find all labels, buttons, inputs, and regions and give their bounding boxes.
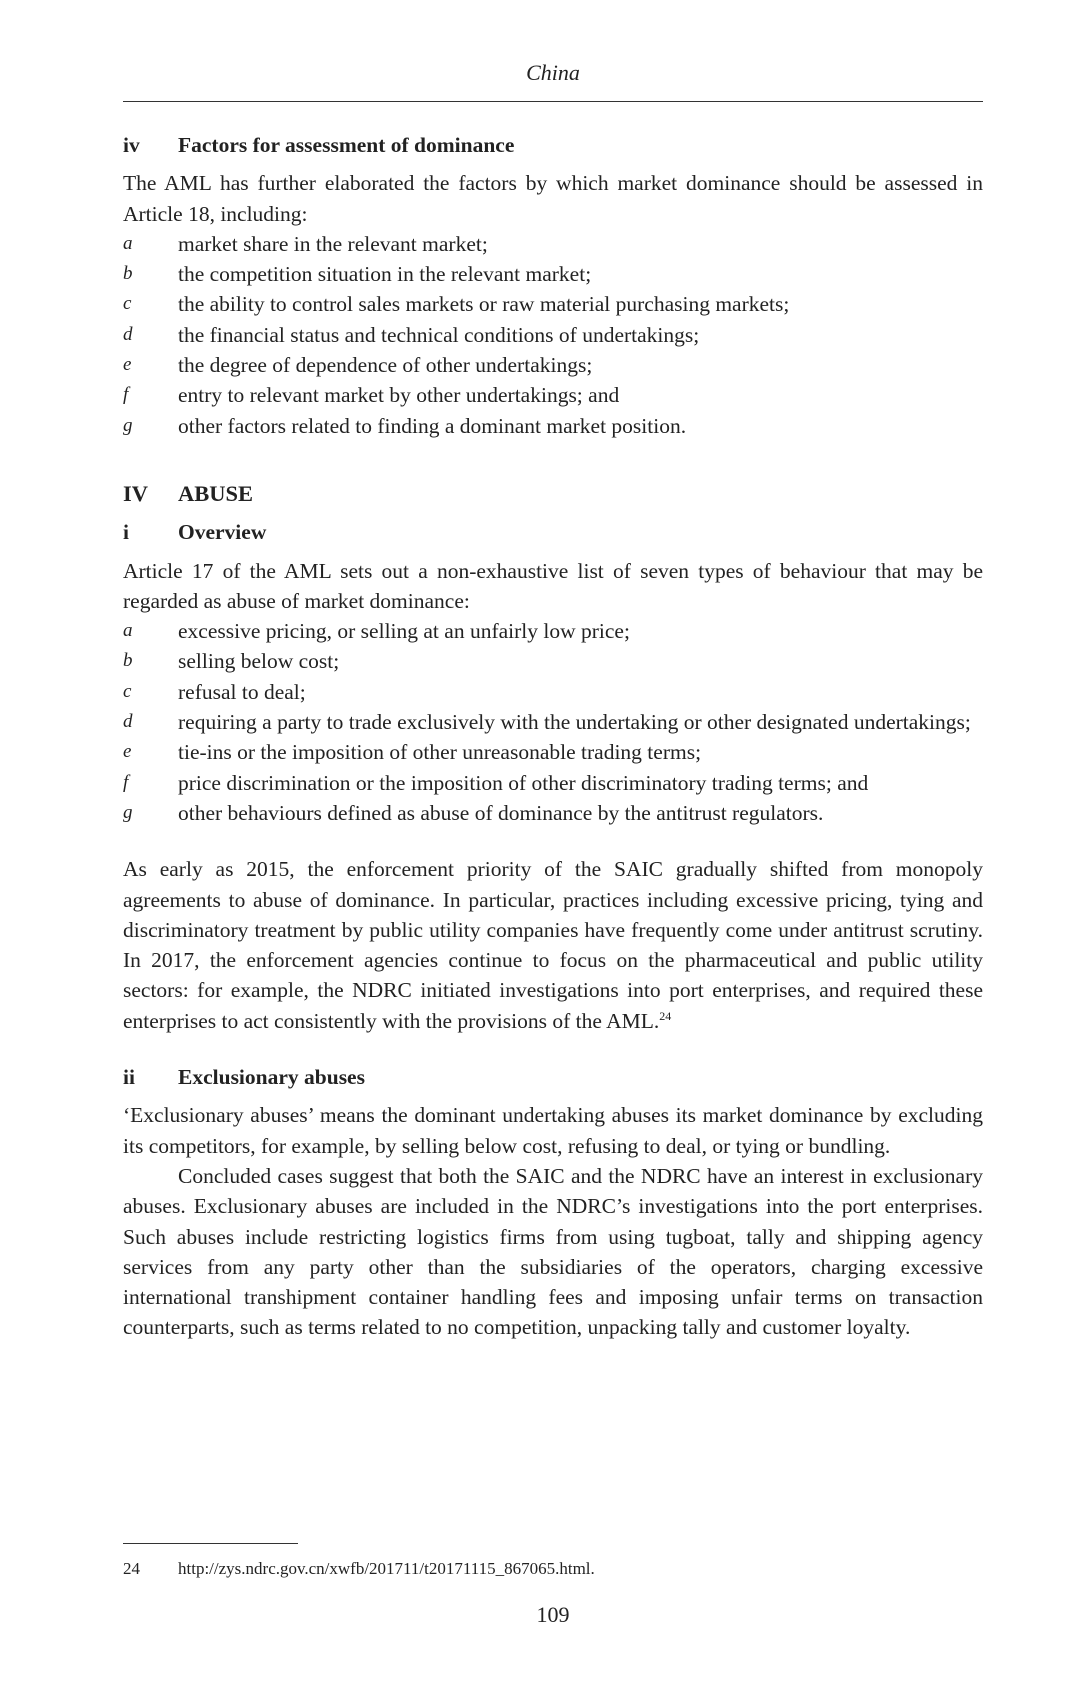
- section-number: IV: [123, 480, 149, 506]
- list-item: [123, 320, 983, 350]
- subsection-heading-exclusionary: [123, 1062, 983, 1092]
- exclusionary-definition-paragraph: ‘Exclusionary abuses’ means the dominant undertaking abuses its market dominance by excluding its competitors, for example, by selling below cost, refusing to deal, or tying or bundling.: [123, 1103, 983, 1158]
- paragraph-text: As early as 2015, the enforcement priority of the SAIC gradually shifted from monopoly agreements to abuse of dominance. In particular, practices including excessive pricing, tying and discriminatory treatment by public utility companies have frequently come under antitrust scrutiny. In 2017, the enforcement agencies continue to focus on the pharmaceutical and public utility sectors: for example, the NDRC initiated investigations into port enterprises, and required these enterprises to act consistently with the provisions of the AML.: [123, 857, 983, 1033]
- list-marker: c: [123, 293, 132, 315]
- list-marker: a: [123, 620, 133, 642]
- list-item: [123, 677, 983, 707]
- list-marker: f: [123, 771, 129, 793]
- list-item-text: the ability to control sales markets or raw material purchasing markets;: [178, 292, 790, 317]
- subsection-number: i: [123, 520, 129, 545]
- footnote: [123, 1557, 983, 1581]
- page-body: [123, 130, 983, 1343]
- list-item-text: other factors related to finding a dominant market position.: [178, 413, 687, 438]
- footnote-number: 24: [123, 1559, 140, 1578]
- enforcement-paragraph: [123, 854, 983, 1036]
- section-heading-abuse: [123, 479, 983, 509]
- subsection-heading-overview: [123, 517, 983, 547]
- list-marker: g: [123, 801, 133, 823]
- list-item: [123, 737, 983, 767]
- list-item-text: price discrimination or the imposition of other discriminatory trading terms; and: [178, 770, 869, 795]
- footnote-rule: [123, 1543, 298, 1544]
- subsection-title: Exclusionary abuses: [178, 1065, 365, 1090]
- list-marker: b: [123, 650, 133, 672]
- factors-list: [123, 229, 983, 441]
- list-item: [123, 411, 983, 441]
- abuse-types-list: [123, 616, 983, 828]
- list-marker: a: [123, 232, 133, 254]
- header-rule: [123, 101, 983, 102]
- list-marker: e: [123, 741, 132, 763]
- subsection-title: Factors for assessment of dominance: [178, 133, 515, 157]
- list-item-text: excessive pricing, or selling at an unfairly low price;: [178, 619, 630, 644]
- list-item-text: the degree of dependence of other undertakings;: [178, 353, 593, 378]
- footnote-reference[interactable]: 24: [659, 1008, 672, 1023]
- page-number: 109: [536, 1602, 570, 1627]
- document-page: [123, 0, 983, 1687]
- concluded-cases-paragraph: Concluded cases suggest that both the SAIC and the NDRC have an interest in exclusionary abuses. Exclusionary abuses are included in the NDRC’s investigations into the port enterprises. Such abuses include restricting logistics firms from using tugboat, tally and shipping agency services from any party other than the subsidiaries of the operators, charging excessive international transhipment container handling fees and imposing unfair terms on transaction counterparts, such as terms related to no competition, unpacking tally and customer loyalty.: [123, 1163, 983, 1340]
- list-item: [123, 289, 983, 319]
- list-item: [123, 646, 983, 676]
- running-head: China: [526, 60, 580, 85]
- list-marker: b: [123, 263, 133, 285]
- overview-intro-paragraph: Article 17 of the AML sets out a non-exhaustive list of seven types of behaviour that may be regarded as abuse of market dominance:: [123, 558, 983, 613]
- list-item-text: the financial status and technical conditions of undertakings;: [178, 322, 700, 347]
- list-item-text: the competition situation in the relevant market;: [178, 262, 592, 287]
- list-marker: f: [123, 384, 129, 406]
- list-marker: d: [123, 323, 133, 345]
- list-marker: c: [123, 680, 132, 702]
- list-item: [123, 380, 983, 410]
- list-item: [123, 768, 983, 798]
- list-item: [123, 229, 983, 259]
- list-item-text: other behaviours defined as abuse of dominance by the antitrust regulators.: [178, 800, 824, 825]
- list-item-text: requiring a party to trade exclusively with the undertaking or other designated undertakings;: [178, 710, 971, 735]
- list-marker: e: [123, 354, 132, 376]
- list-item-text: tie-ins or the imposition of other unreasonable trading terms;: [178, 740, 702, 765]
- list-item: [123, 707, 983, 737]
- subsection-number: iv: [123, 133, 140, 157]
- factors-intro-paragraph: The AML has further elaborated the factors by which market dominance should be assessed in Article 18, including:: [123, 171, 983, 226]
- subsection-title: Overview: [178, 520, 267, 545]
- list-item-text: entry to relevant market by other undertakings; and: [178, 383, 620, 408]
- list-item: [123, 798, 983, 828]
- footnote-link[interactable]: http://zys.ndrc.gov.cn/xwfb/201711/t20171115_867065.html.: [178, 1559, 595, 1578]
- list-marker: g: [123, 414, 133, 436]
- list-marker: d: [123, 711, 133, 733]
- list-item-text: market share in the relevant market;: [178, 231, 488, 256]
- list-item: [123, 616, 983, 646]
- section-title: ABUSE: [178, 480, 254, 506]
- list-item-text: selling below cost;: [178, 649, 340, 674]
- subsection-number: ii: [123, 1065, 135, 1090]
- list-item: [123, 259, 983, 289]
- subsection-heading-factors: [123, 130, 983, 160]
- list-item-text: refusal to deal;: [178, 679, 306, 704]
- list-item: [123, 350, 983, 380]
